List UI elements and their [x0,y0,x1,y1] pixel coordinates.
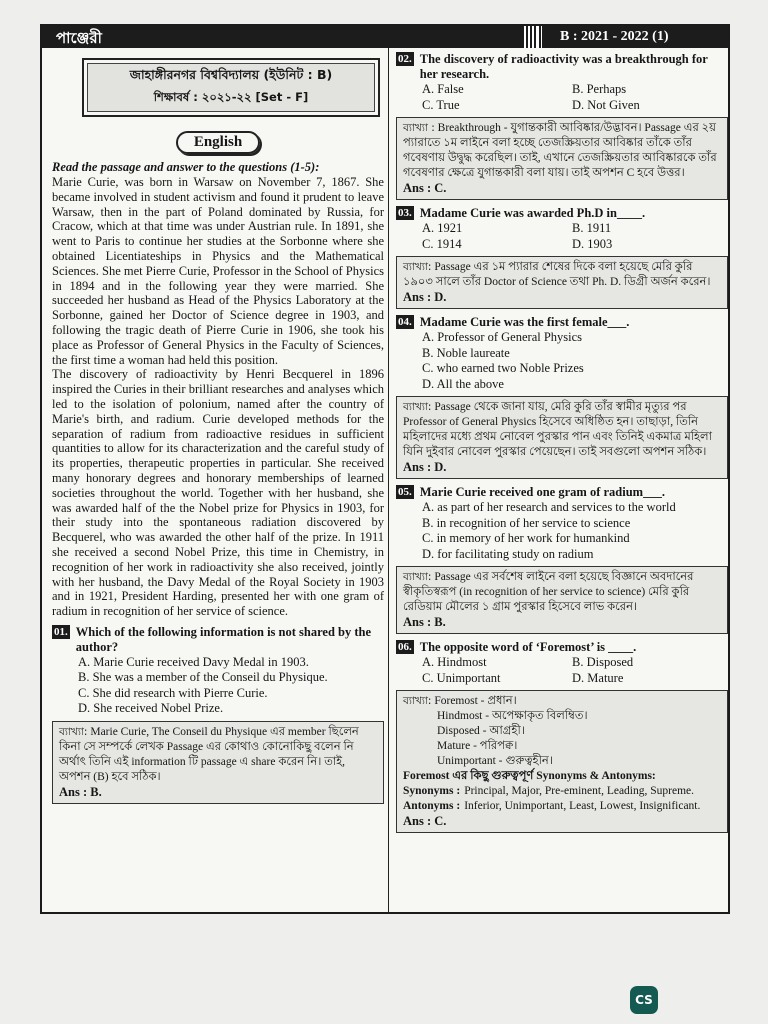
question-number: 02. [398,53,412,65]
question-text: The discovery of radioactivity was a breakthrough for her research. [419,52,708,81]
explanation-box [52,721,384,804]
question-3 [396,206,728,309]
question-text: The opposite word of ‘Foremost’ is ____. [419,640,637,654]
antonyms-label: Antonyms : [403,800,461,812]
question-number: 05. [398,486,412,498]
option-c[interactable]: C. True [422,97,460,112]
answer-text: Ans : C. [403,181,447,195]
reading-passage [52,175,384,619]
option-c[interactable]: C. 1914 [422,236,462,251]
question-2 [396,52,728,200]
explanation-text: Marie Curie, The Conseil du Physique এর member ছিলেন কিনা সে সম্পর্কে লেখক Passage এর কোথাও কোনোকিছু বলেন নি অর্থাৎ তিনি এই information টি passage এ share করেন নি। তাই, অপশন (B) হবে সঠিক। [59,725,359,783]
header-bar [42,26,728,48]
header-decoration [524,26,538,48]
question-number: 01. [54,625,68,638]
options-list [422,82,728,113]
option-a[interactable]: A. Marie Curie received Davy Medal in 1903. [78,654,309,669]
year-label: B : 2021 - 2022 (1) [538,26,728,48]
passage-paragraph: The discovery of radioactivity by Henri Becquerel in 1896 inspired the Curies in their brilliant researches and analyses which led to the isolation of polonium, named after the country of Marie's birth, and radium. Curie developed methods for the separation of radium from radioactive residues in sufficient quantities to allow for its characterization and the careful study of its properties, therapeutic properties in particular. She received many honorary degrees and honorary memberships of learned societies throughout the world. Together with her husband, she was awarded half of the the Nobel prize for Physics in 1903, for their study into the spontaneous radiation discovered by Becquerel, who was awarded the other half of the prize. In 1911 she received a second Nobel Prize, this time in Chemistry, in recognition of her work in radioactivity she also received, jointly with her husband, the Davy Medal of the Royal Society in 1903 and in 1921, President Harding, presented her with one gram of radium in recognition of her service of science. [52,367,384,619]
answer-text: Ans : D. [403,290,447,304]
explanation-label: ব্যাখ্যা: [403,571,432,583]
question-4 [396,315,728,479]
explanation-box [396,566,728,634]
word-meaning: Foremost - প্রধান। [434,695,517,707]
answer-text: Ans : C. [403,814,447,828]
explanation-label: ব্যাখ্যা : [403,122,435,134]
antonyms-text: Inferior, Unimportant, Least, Lowest, Insignificant. [464,800,701,812]
option-b[interactable]: B. in recognition of her service to science [422,515,631,530]
question-number: 04. [398,316,412,328]
explanation-label: ব্যাখ্যা: [403,401,432,413]
option-a[interactable]: A. Professor of General Physics [422,330,583,344]
option-d[interactable]: D. All the above [422,376,504,391]
answer-text: Ans : B. [403,615,446,629]
explanation-text: Breakthrough - যুগান্তকারী আবিষ্কার/উদ্ভাবন। Passage এর ২য় প্যারাতে ১ম লাইনে বলা হচ্ছে তেজস্ক্রিয়তার আবিষ্কার তাঁকে তাঁর গবেষণায় উদ্বুদ্ধ করেছিল। তাই, এখানে তেজস্ক্রিয়তার আবিষ্কারকে তাঁর গবেষণার ক্ষেত্রে যুগান্তকারী বলা যায়। তাই অপশন C হবে উত্তর। [403,122,717,179]
explanation-text: Passage এর ১ম প্যারার শেষের দিকে বলা হয়েছে মেরি কুরি ১৯০৩ সালে তাঁর Doctor of Science তথা Ph. D. ডিগ্রী অর্জন করেন। [403,261,711,288]
question-number: 03. [398,207,412,219]
option-a[interactable]: A. False [422,82,464,96]
option-a[interactable]: A. as part of her research and services to the world [422,500,676,514]
explanation-box [396,256,728,309]
option-a[interactable]: A. 1921 [422,221,463,235]
explanation-text: Passage থেকে জানা যায়, মেরি কুরি তাঁর স্বামীর মৃত্যুর পর Professor of General Physics হিসেবে অধিষ্ঠিত হন। তাছাড়া, তিনি মহিলাদের মধ্যে প্রথম নোবেল পুরস্কার পান এবং তিনিই একমাত্র মহিলা যিনি দুইবার নোবেল পুরস্কার পেয়েছেন। তাই সবগুলো অপশন সঠিক। [403,401,712,458]
options-list [422,500,728,562]
options-list [422,330,728,392]
options-list [422,221,728,252]
option-c[interactable]: C. in memory of her work for humankind [422,531,630,545]
option-c[interactable]: C. who earned two Noble Prizes [422,361,584,375]
option-d[interactable]: D. Mature [572,670,624,685]
option-b[interactable]: B. She was a member of the Conseil du Physique. [78,670,328,685]
option-d[interactable]: D. Not Given [572,97,640,112]
passage-paragraph: Marie Curie, was born in Warsaw on November 7, 1867. She became involved in student activism and found it prudent to leave Warsaw, then in the part of Poland dominated by Russia, for Cracow, which at that time was under Austrian rule. In 1891, she went to Paris to continue her studies at the Sorbonne where she obtained Licentiateships in Physics and the Mathematical Sciences. She met Pierre Curie, Professor in the School of Physics in 1894 and in the following year they were married. She succeeded her husband as Head of the Physics Laboratory at the Sorbonne, gained her Doctor of Science degree in 1903, and following the tragic death of Pierre Curie in 1906, she took his place as Professor of General Physics in the Faculty of Sciences, the first time a woman had held this position. [52,175,384,367]
option-b[interactable]: B. Noble laureate [422,345,510,360]
option-c[interactable]: C. Unimportant [422,670,501,685]
right-column [396,52,728,833]
section-title: English [176,131,260,154]
question-text: Which of the following information is not shared by the author? [75,624,372,654]
explanation-text: Passage এর সর্বশেষ লাইনে বলা হয়েছে বিজ্ঞানে অবদানের স্বীকৃতিস্বরূপ (in recognition of her service to science) মেরি কুরি রেডিয়াম মৌলের ১ গ্রাম পুরস্কার হিসেবে লাভ করেন। [403,571,694,613]
passage-instruction: Read the passage and answer to the questions (1-5): [52,160,320,174]
explanation-box [396,396,728,479]
word-meaning: Mature - পরিপক্ব। [437,740,518,752]
left-column [52,58,384,804]
explanation-box [396,117,728,200]
option-d[interactable]: D. for facilitating study on radium [422,546,594,561]
option-d[interactable]: D. She received Nobel Prize. [78,701,224,716]
synonym-heading: Foremost এর কিছু গুরুত্বপূর্ণ Synonyms & Antonyms: [403,770,656,782]
exam-title-box [82,58,380,117]
question-text: Madame Curie was the first female___. [419,315,630,329]
word-meaning: Hindmost - অপেক্ষাকৃত বিলম্বিত। [437,710,588,722]
question-text: Madame Curie was awarded Ph.D in____. [419,206,646,220]
column-divider [388,48,389,914]
option-d[interactable]: D. 1903 [572,236,613,251]
explanation-box [396,690,728,833]
answer-text: Ans : D. [403,460,447,474]
explanation-label: ব্যাখ্যা: [59,725,88,738]
question-6 [396,640,728,833]
option-a[interactable]: A. Hindmost [422,655,487,669]
camscanner-badge: CS [630,986,658,1014]
question-1 [52,625,384,804]
option-b[interactable]: B. 1911 [572,221,612,235]
synonyms-text: Principal, Major, Pre-eminent, Leading, Supreme. [464,785,695,797]
options-list [422,655,728,686]
document-page [40,24,730,914]
question-5 [396,485,728,634]
option-c[interactable]: C. She did research with Pierre Curie. [78,685,268,700]
options-list [78,655,384,717]
word-meaning: Disposed - আগ্রহী। [437,725,525,737]
exam-session: শিক্ষাবর্ষ : ২০২১-২২ [Set - F] [153,90,309,104]
question-text: Marie Curie received one gram of radium___. [419,485,665,499]
university-name: জাহাঙ্গীরনগর বিশ্ববিদ্যালয় (ইউনিট : B) [129,67,333,82]
explanation-label: ব্যাখ্যা: [403,695,432,707]
word-meaning: Unimportant - গুরুত্বহীন। [437,755,553,767]
option-b[interactable]: B. Perhaps [572,82,627,96]
answer-text: Ans : B. [59,784,102,799]
publisher-logo: পাঞ্জেরী [56,29,102,47]
option-b[interactable]: B. Disposed [572,655,634,669]
question-number: 06. [398,641,412,653]
synonyms-label: Synonyms : [403,785,461,797]
explanation-label: ব্যাখ্যা: [403,261,432,273]
